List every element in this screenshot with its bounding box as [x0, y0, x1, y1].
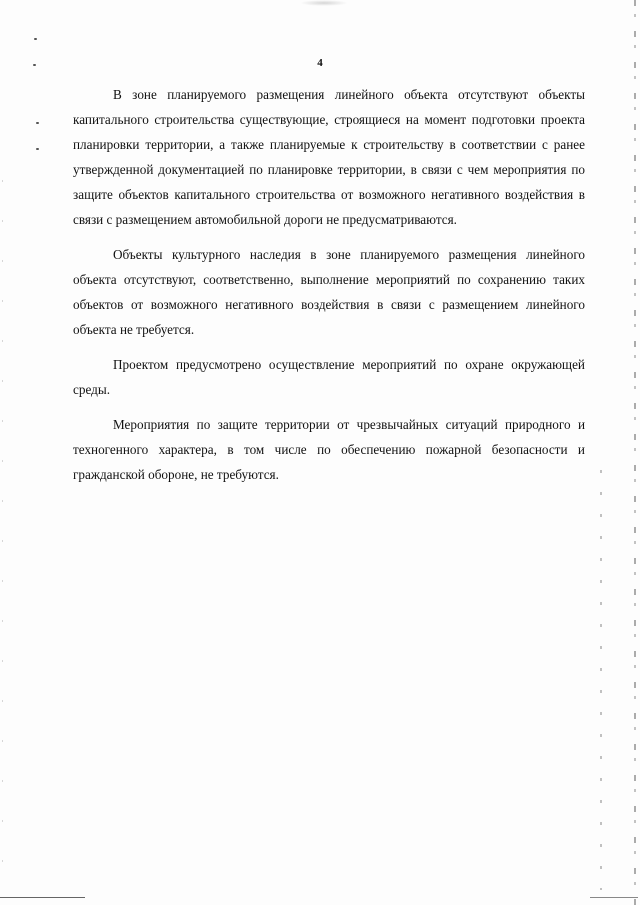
scan-speck [34, 38, 37, 40]
scan-speck [36, 122, 39, 124]
scan-smudge [300, 0, 348, 6]
paragraph: В зоне планируемого размещения линейного объекта отсутствуют объекты капитального строительства существующие, строящиеся на момент подготовки проекта планировки территории, а также планируемые к строительству в соответствии с ранее утвержденной документацией по планировке территории, в связи с чем мероприятия по защите объектов капитального строительства от возможного негативного воздействия в связи с размещением автомобильной дороги не предусматриваются. [73, 87, 585, 227]
paragraph: Объекты культурного наследия в зоне планируемого размещения линейного объекта отсутствуют, соответственно, выполнение мероприятий по сохранению таких объектов от возможного негативного воздействия в связи с размещением линейного объекта не требуется. [73, 247, 585, 337]
document-body [73, 82, 585, 497]
scan-bottom-line [590, 897, 638, 898]
scan-edge-right-inner [600, 470, 602, 890]
scan-edge-right [634, 0, 636, 905]
paragraph: Проектом предусмотрено осуществление мероприятий по охране окружающей среды. [73, 357, 585, 397]
scan-edge-left [2, 180, 3, 880]
page-number: 4 [317, 57, 323, 69]
paragraph: Мероприятия по защите территории от чрезвычайных ситуаций природного и техногенного характера, в том числе по обеспечению пожарной безопасности и гражданской обороне, не требуются. [73, 417, 585, 482]
scan-bottom-line [0, 897, 85, 898]
scan-speck [36, 148, 39, 150]
